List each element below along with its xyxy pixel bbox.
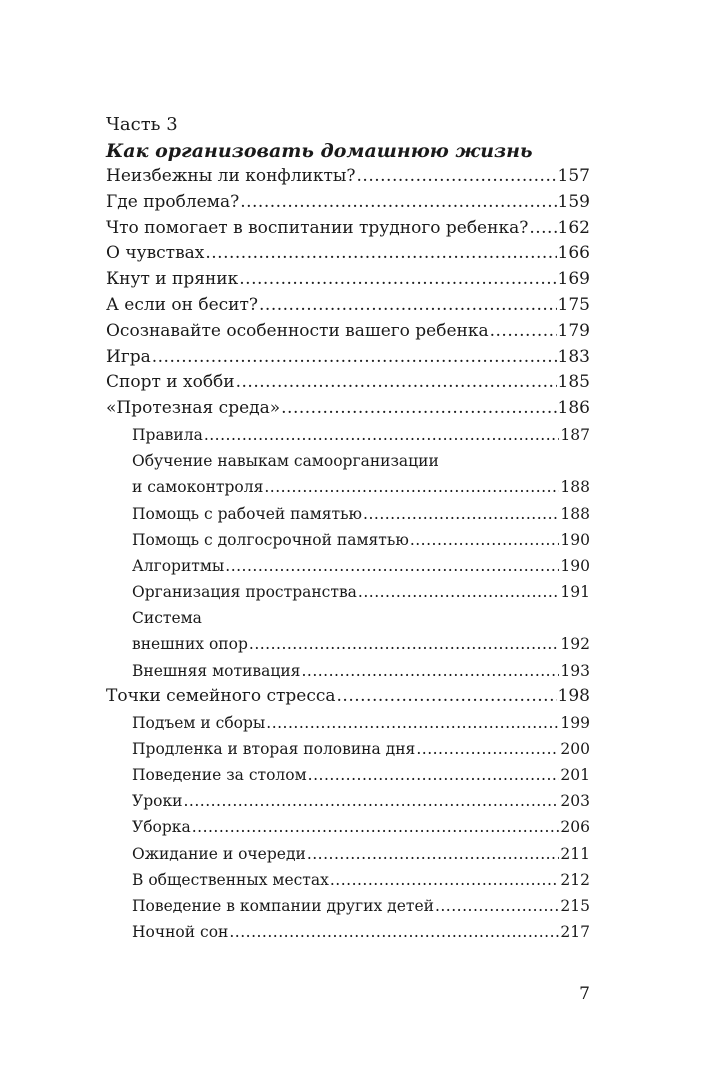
dot-leader <box>239 267 556 293</box>
toc-subentry <box>106 762 590 788</box>
toc-subentry <box>106 814 590 840</box>
toc-entry-title: Что помогает в воспитании трудного ребенка? <box>106 217 529 238</box>
toc-entry-page: 203 <box>560 792 590 811</box>
dot-leader <box>192 814 560 840</box>
toc-entry-title: В общественных местах <box>132 870 329 889</box>
toc-entry-title: Неизбежны ли конфликты? <box>106 166 356 186</box>
toc-entry <box>106 370 590 396</box>
dot-leader <box>410 527 560 553</box>
toc-entry-page: 199 <box>560 713 590 732</box>
toc-entry-title: Осознавайте особенности вашего ребенка <box>106 320 489 341</box>
toc-entry-title-line1: Обучение навыкам самоорганизации <box>132 452 439 471</box>
toc-entry-title: А если он бесит? <box>106 294 259 315</box>
toc-entry-page: 183 <box>557 346 590 367</box>
toc-entry-page: 169 <box>557 269 590 290</box>
toc-entry-title: Помощь с рабочей памятью <box>132 504 363 523</box>
toc-entry <box>106 319 590 345</box>
toc-entry-title: О чувствах <box>106 243 205 264</box>
toc-entry <box>106 164 590 190</box>
toc-subentry <box>106 422 590 448</box>
dot-leader <box>529 216 556 242</box>
dot-leader <box>301 658 559 684</box>
toc-entry-page: 211 <box>560 844 590 863</box>
toc-entry-page: 179 <box>557 320 590 341</box>
toc-entry-page: 201 <box>560 766 590 785</box>
dot-leader <box>307 841 560 867</box>
dot-leader <box>259 293 557 319</box>
dot-leader <box>358 579 559 605</box>
toc-entry-title-line1: Система <box>132 609 202 628</box>
toc-entry-page: 186 <box>557 398 590 419</box>
toc-entry-title: Алгоритмы <box>132 556 225 575</box>
toc-entry <box>106 216 590 242</box>
dot-leader <box>225 553 559 579</box>
toc-entry <box>106 190 590 216</box>
toc-entry-title: Уроки <box>132 792 183 811</box>
toc-subentry <box>106 501 590 527</box>
toc-entry-page: 157 <box>557 166 590 186</box>
toc-entry-title: Продленка и вторая половина дня <box>132 739 416 758</box>
toc-entry-title: и самоконтроля <box>132 478 264 497</box>
toc-entry-page: 215 <box>560 896 590 915</box>
table-of-contents <box>106 164 590 945</box>
toc-subentry <box>106 788 590 814</box>
toc-entry-page: 162 <box>557 217 590 238</box>
dot-leader <box>229 919 559 945</box>
toc-entry-page: 200 <box>560 739 590 758</box>
toc-entry-page: 175 <box>557 294 590 315</box>
toc-subentry <box>106 841 590 867</box>
toc-entry-title: внешних опор <box>132 635 248 654</box>
toc-entry-title: Подъем и сборы <box>132 713 266 732</box>
part-title: Как организовать домашнюю жизнь <box>106 140 533 162</box>
dot-leader <box>281 396 556 422</box>
toc-entry-title: Где проблема? <box>106 191 240 212</box>
dot-leader <box>236 370 557 396</box>
toc-entry-page: 188 <box>560 504 590 523</box>
dot-leader <box>490 319 557 345</box>
dot-leader <box>357 164 557 190</box>
toc-subentry <box>106 710 590 736</box>
toc-entry-title: Помощь с долгосрочной памятью <box>132 530 409 549</box>
dot-leader <box>240 190 556 216</box>
dot-leader <box>435 893 559 919</box>
toc-entry-page: 192 <box>560 635 590 654</box>
toc-subentry <box>106 527 590 553</box>
toc-entry-page: 188 <box>560 478 590 497</box>
dot-leader <box>204 422 560 448</box>
toc-entry-title: Ожидание и очереди <box>132 844 306 863</box>
toc-entry-page: 190 <box>560 530 590 549</box>
toc-entry-page: 191 <box>560 583 590 602</box>
toc-entry-page: 159 <box>557 191 590 212</box>
toc-subentry <box>106 736 590 762</box>
toc-subentry <box>106 893 590 919</box>
toc-entry-page: 217 <box>560 923 590 942</box>
toc-subentry <box>106 448 590 500</box>
toc-entry <box>106 396 590 422</box>
toc-entry-title: Точки семейного стресса <box>106 685 336 706</box>
dot-leader <box>249 631 560 657</box>
toc-entry-page: 193 <box>560 661 590 680</box>
toc-subentry <box>106 605 590 657</box>
dot-leader <box>308 762 560 788</box>
dot-leader <box>152 345 557 371</box>
toc-entry-title: Поведение за столом <box>132 766 307 785</box>
dot-leader <box>363 501 559 527</box>
dot-leader <box>416 736 559 762</box>
toc-entry-title: Кнут и пряник <box>106 269 239 290</box>
dot-leader <box>205 241 556 267</box>
toc-entry-title: Ночной сон <box>132 923 229 942</box>
toc-entry-title: Уборка <box>132 818 191 837</box>
toc-entry-title: Внешняя мотивация <box>132 661 301 680</box>
dot-leader <box>266 710 559 736</box>
toc-entry-title: Игра <box>106 346 151 367</box>
toc-entry <box>106 241 590 267</box>
toc-entry-page: 212 <box>560 870 590 889</box>
toc-entry <box>106 293 590 319</box>
toc-entry-page: 187 <box>560 425 590 444</box>
dot-leader <box>330 867 560 893</box>
toc-entry-title: Спорт и хобби <box>106 372 235 393</box>
toc-entry-title: Организация пространства <box>132 583 357 602</box>
dot-leader <box>337 684 557 710</box>
toc-entry-page: 198 <box>557 685 590 706</box>
page-number: 7 <box>579 984 590 1004</box>
toc-entry-page: 166 <box>557 243 590 264</box>
toc-entry-page: 185 <box>557 372 590 393</box>
toc-subentry <box>106 919 590 945</box>
toc-entry <box>106 267 590 293</box>
dot-leader <box>183 788 559 814</box>
dot-leader <box>264 474 559 500</box>
toc-entry-page: 206 <box>560 818 590 837</box>
toc-entry-page: 190 <box>560 556 590 575</box>
toc-entry-title: Правила <box>132 425 203 444</box>
toc-entry-title: Поведение в компании других детей <box>132 896 434 915</box>
toc-subentry <box>106 553 590 579</box>
part-label: Часть 3 <box>106 114 178 135</box>
toc-page <box>106 112 590 945</box>
toc-entry-title: «Протезная среда» <box>106 398 281 419</box>
toc-entry <box>106 684 590 710</box>
toc-subentry <box>106 867 590 893</box>
toc-subentry <box>106 658 590 684</box>
toc-subentry <box>106 579 590 605</box>
toc-entry <box>106 345 590 371</box>
